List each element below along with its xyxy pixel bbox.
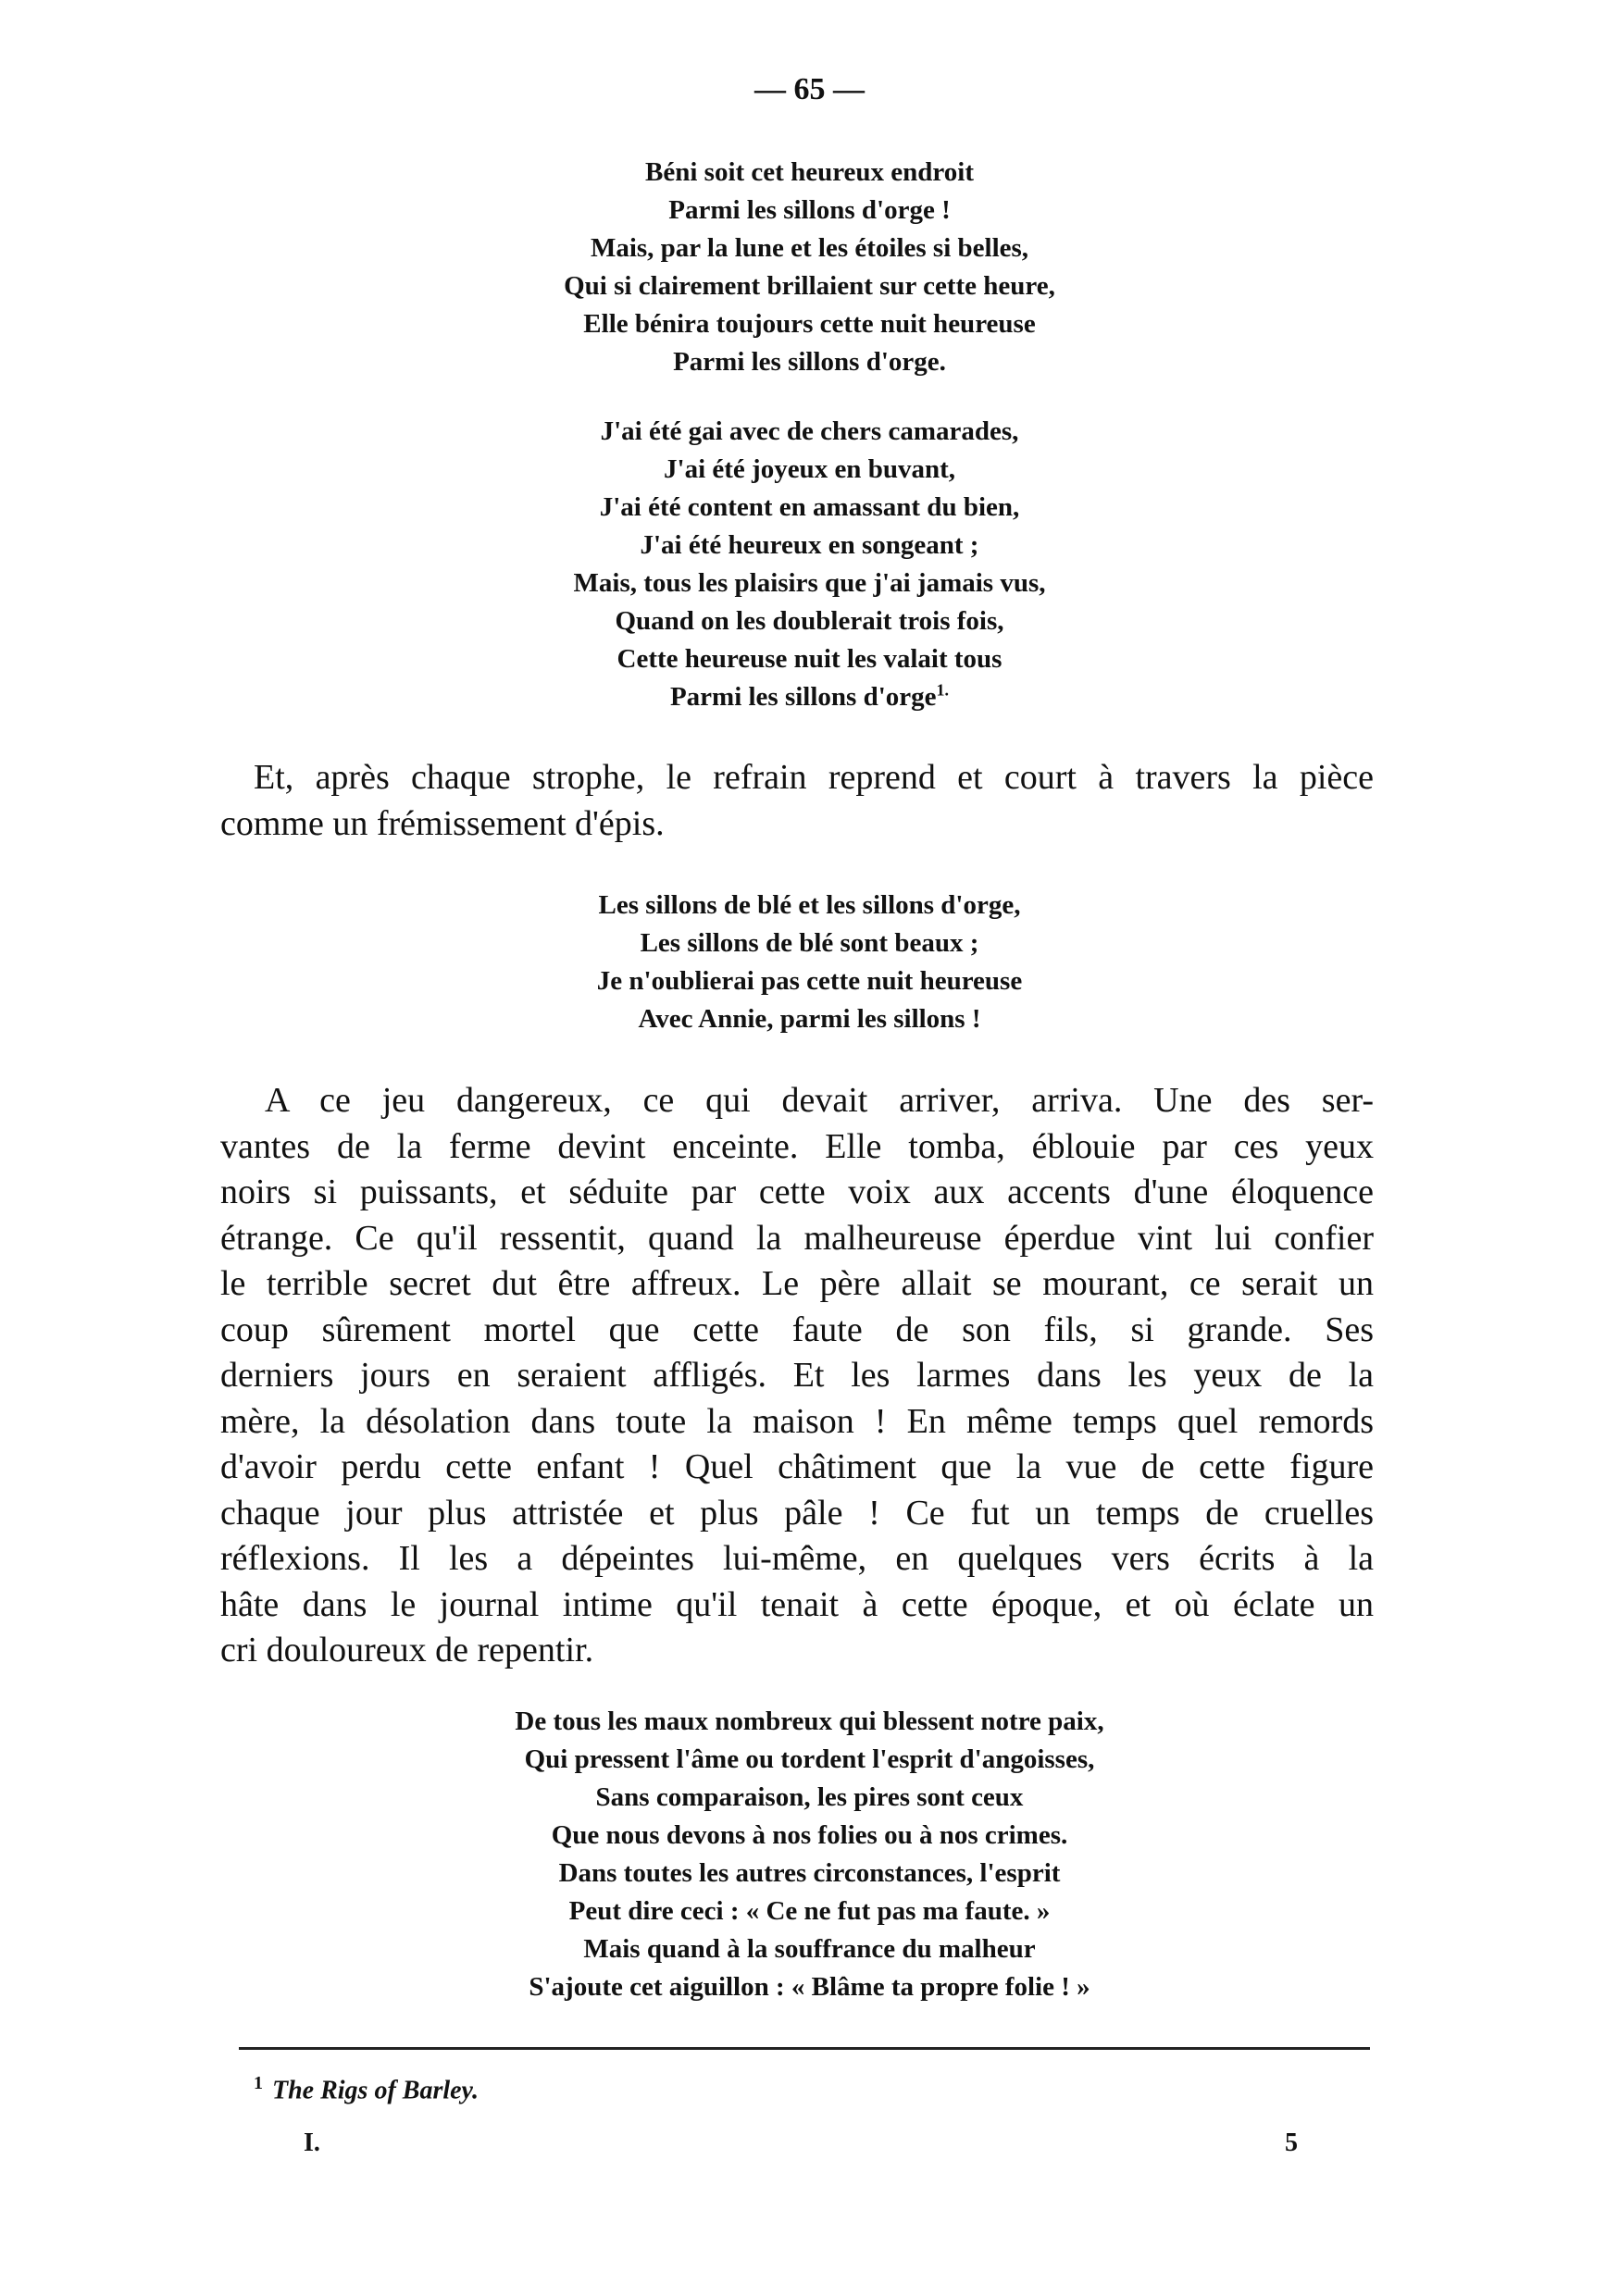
footnote: [254, 2073, 479, 2105]
text-line: comme un frémissement d'épis.: [220, 803, 665, 843]
verse-stanza-3: [0, 887, 1619, 1038]
verse-line: Quand on les doublerait trois fois,: [615, 606, 1004, 636]
text-line: Et, après chaque strophe, le refrain reprend et court à travers la pièce: [254, 758, 1374, 797]
verse-line: Mais quand à la souffrance du malheur: [583, 1934, 1036, 1964]
verse-line: Avec Annie, parmi les sillons !: [638, 1004, 981, 1034]
verse-line: Dans toutes les autres circonstances, l'esprit: [558, 1858, 1061, 1888]
verse-line: Elle bénira toujours cette nuit heureuse: [583, 309, 1036, 339]
verse-line: Les sillons de blé sont beaux ;: [640, 928, 979, 958]
page-number: — 65 —: [754, 72, 865, 106]
verse-line: Les sillons de blé et les sillons d'orge,: [598, 890, 1021, 920]
verse-line-with-footnote: [0, 678, 1619, 716]
verse-line: Parmi les sillons d'orge.: [673, 347, 946, 377]
verse-line: J'ai été content en amassant du bien,: [599, 492, 1020, 522]
text-line: noirs si puissants, et séduite par cette voix aux accents d'une éloquence: [220, 1173, 1374, 1211]
paragraph-main: [220, 1078, 1374, 1674]
text-line: cri douloureux de repentir.: [220, 1631, 594, 1669]
verse-line: J'ai été gai avec de chers camarades,: [600, 416, 1019, 446]
text-line: derniers jours en seraient affligés. Et les larmes dans les yeux de la: [220, 1356, 1374, 1395]
verse-line: Parmi les sillons d'orge !: [668, 195, 951, 225]
verse-stanza-1: [0, 154, 1619, 381]
verse-line: De tous les maux nombreux qui blessent notre paix,: [515, 1706, 1104, 1736]
verse-line: Sans comparaison, les pires sont ceux: [595, 1782, 1024, 1812]
verse-line: Je n'oublierai pas cette nuit heureuse: [596, 966, 1023, 996]
verse-line: Béni soit cet heureux endroit: [645, 157, 974, 187]
footnote-divider: [239, 2047, 1370, 2050]
footnote-reference: 1.: [936, 680, 950, 700]
text-line: le terrible secret dut être affreux. Le père allait se mourant, ce serait un: [220, 1264, 1374, 1303]
text-line: d'avoir perdu cette enfant ! Quel châtiment que la vue de cette figure: [220, 1447, 1374, 1486]
text-line: vantes de la ferme devint enceinte. Elle tomba, éblouie par ces yeux: [220, 1126, 1374, 1166]
footnote-text: The Rigs of Barley.: [272, 2076, 479, 2105]
verse-line: Peut dire ceci : « Ce ne fut pas ma faute. »: [568, 1896, 1051, 1926]
verse-stanza-2: [0, 413, 1619, 716]
verse-line: S'ajoute cet aiguillon : « Blâme ta propre folie ! »: [529, 1972, 1090, 2002]
verse-line: Cette heureuse nuit les valait tous: [616, 644, 1003, 674]
verse-line: Qui si clairement brillaient sur cette heure,: [564, 271, 1055, 301]
text-line: coup sûrement mortel que cette faute de son fils, si grande. Ses: [220, 1309, 1374, 1349]
text-line: hâte dans le journal intime qu'il tenait à cette époque, et où éclate un: [220, 1584, 1374, 1624]
verse-line: J'ai été heureux en songeant ;: [640, 530, 979, 560]
text-line: étrange. Ce qu'il ressentit, quand la malheureuse éperdue vint lui confier: [220, 1218, 1374, 1258]
signature-mark: I.: [304, 2128, 320, 2157]
text-line: mère, la désolation dans toute la maison ! En même temps quel remords: [220, 1401, 1374, 1441]
text-line: chaque jour plus attristée et plus pâle ! Ce fut un temps de cruelles: [220, 1493, 1374, 1533]
paragraph-refrain-intro: [220, 755, 1374, 847]
verse-line: Qui pressent l'âme ou tordent l'esprit d'angoisses,: [524, 1744, 1095, 1774]
verse-line-text: Parmi les sillons d'orge: [669, 682, 937, 712]
verse-line: J'ai été joyeux en buvant,: [664, 454, 955, 484]
verse-line: Mais, tous les plaisirs que j'ai jamais vus,: [573, 568, 1046, 598]
verse-line: Mais, par la lune et les étoiles si belles,: [590, 233, 1029, 263]
text-line: A ce jeu dangereux, ce qui devait arriver, arriva. Une des ser-: [265, 1081, 1374, 1120]
verse-line: Que nous devons à nos folies ou à nos crimes.: [551, 1820, 1068, 1850]
verse-stanza-4: [0, 1703, 1619, 2006]
sheet-number: 5: [1285, 2128, 1298, 2157]
footnote-marker: 1: [254, 2073, 263, 2093]
text-line: réflexions. Il les a dépeintes lui-même, en quelques vers écrits à la: [220, 1539, 1374, 1578]
